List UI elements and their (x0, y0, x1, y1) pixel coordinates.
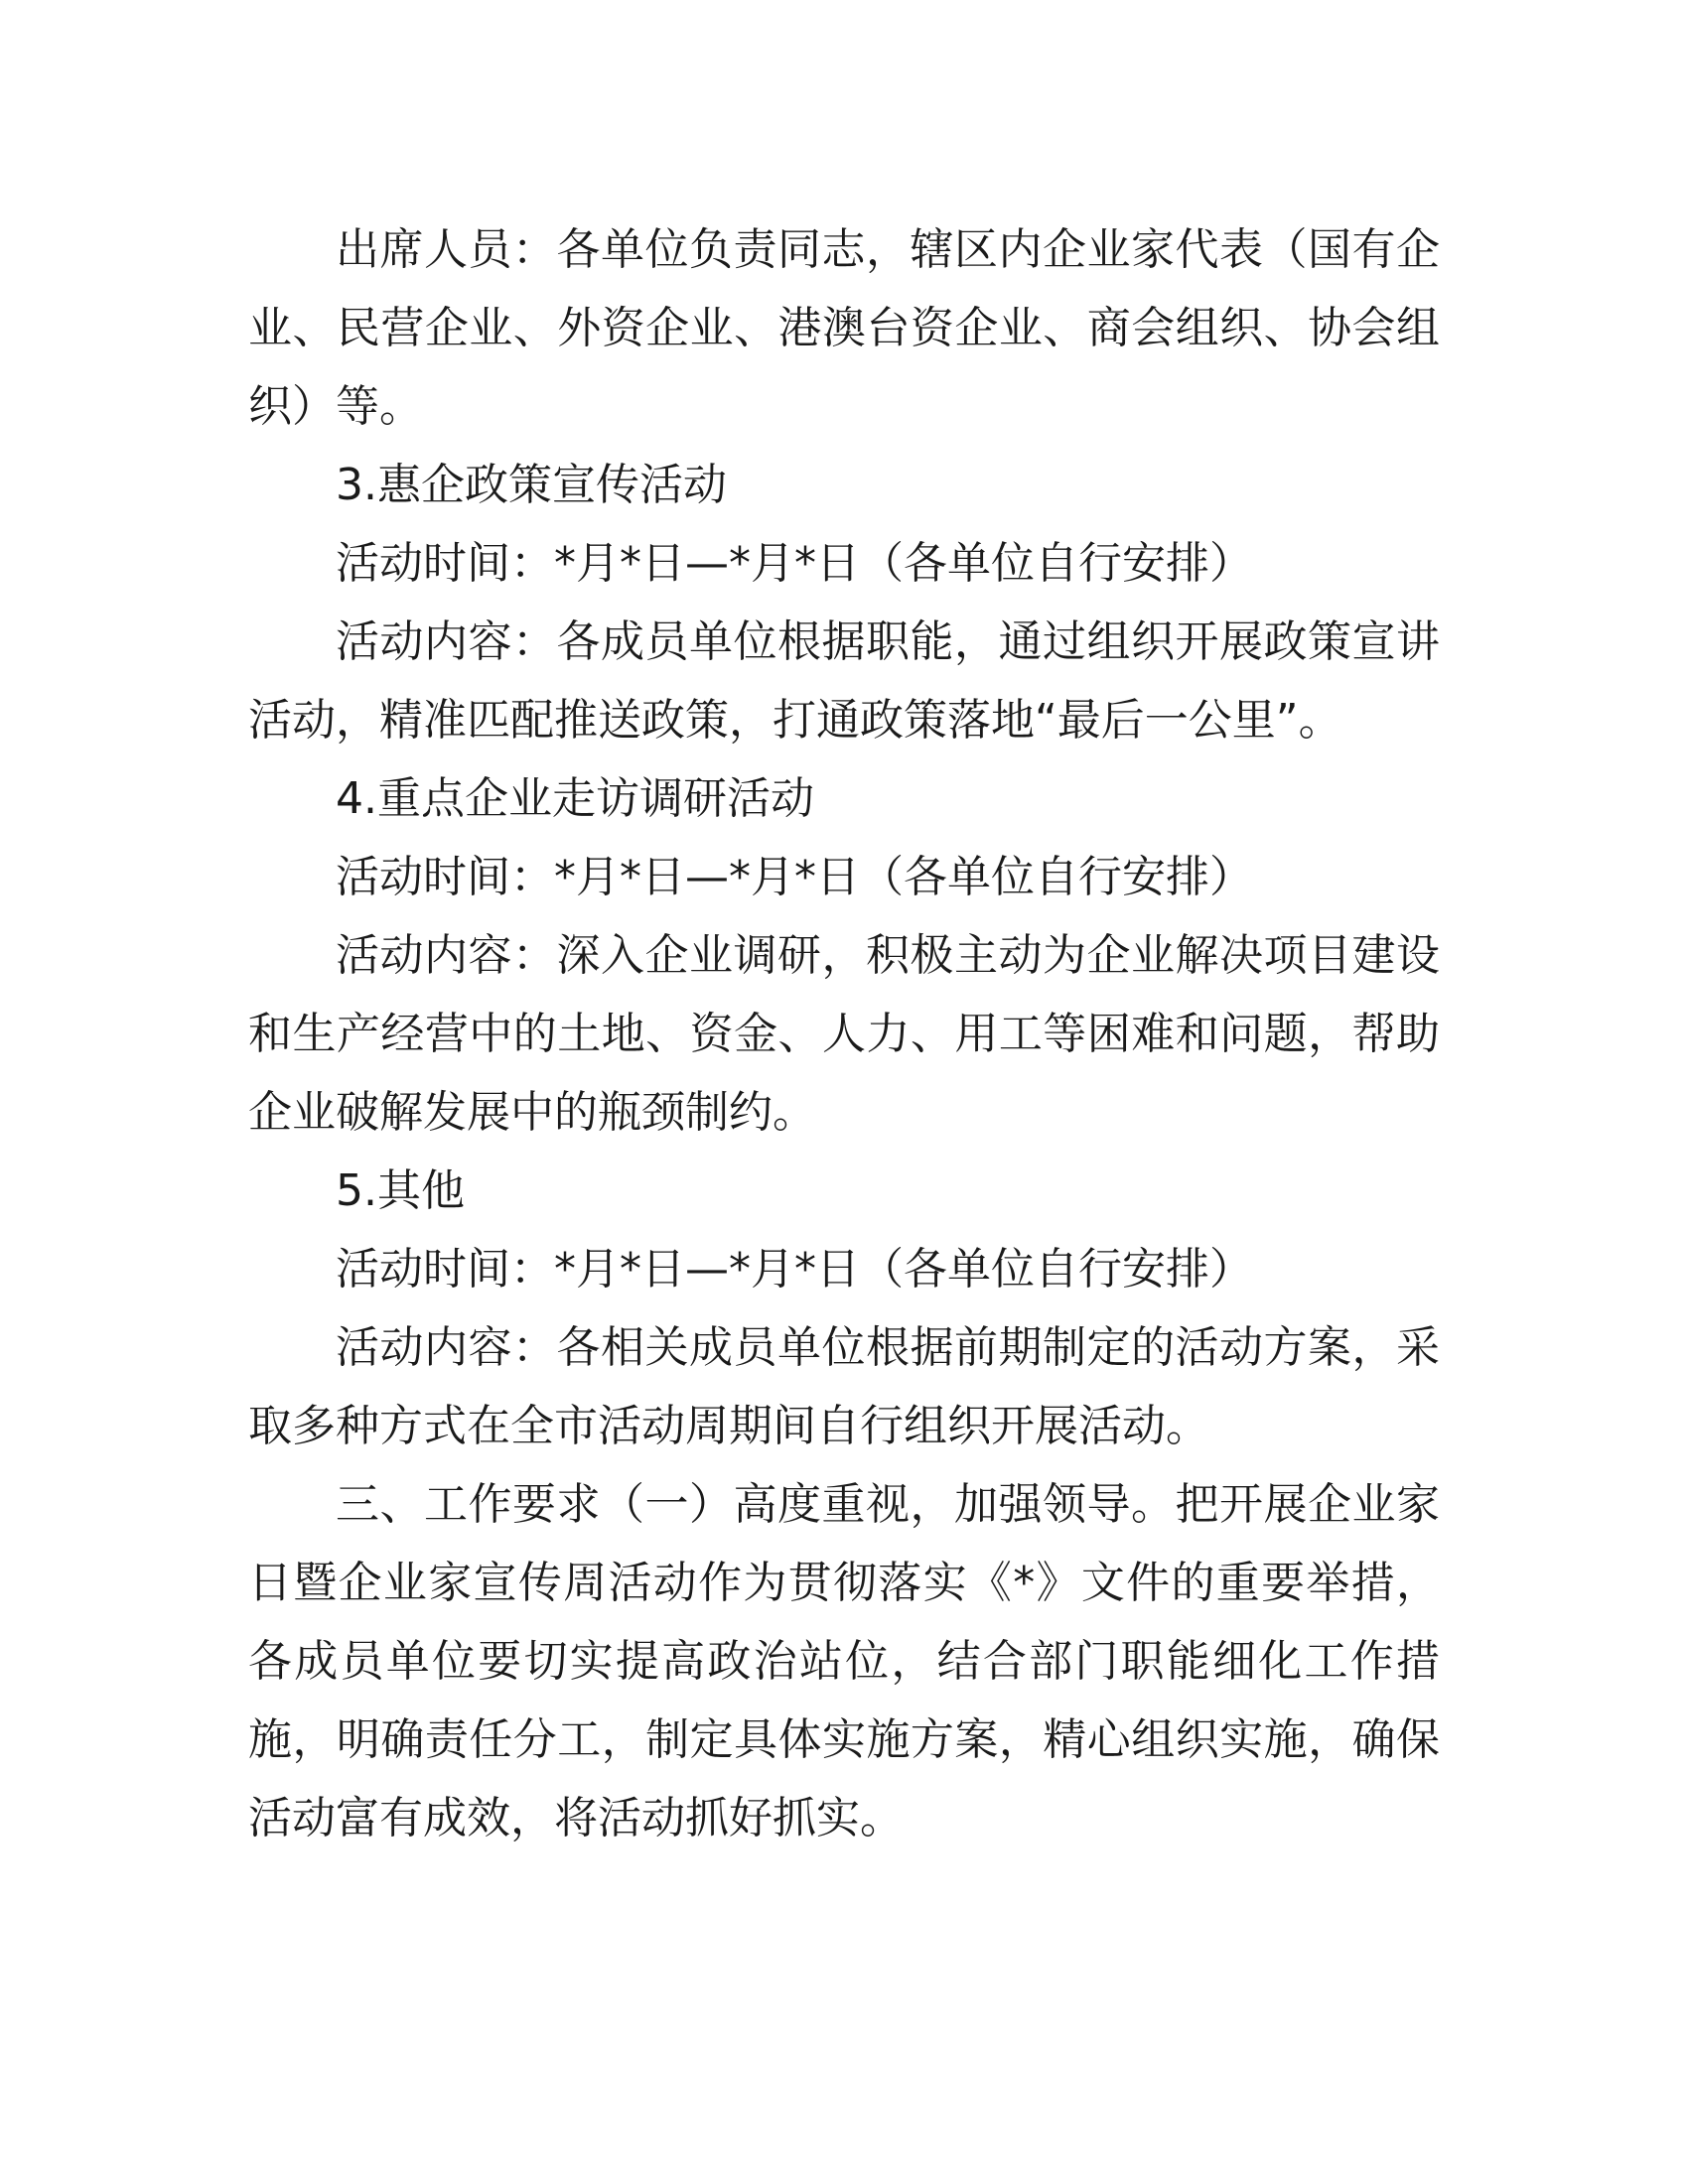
section-heading-other: 5.其他 (336, 1165, 465, 1216)
attendees-paragraph: 出席人员：各单位负责同志，辖区内企业家代表（国有企业、民营企业、外资企业、港澳台资企业、商会组织、协会组织）等。 (248, 224, 1440, 432)
activity-time-policy-promotion: 活动时间：*月*日—*月*日（各单位自行安排） (336, 538, 1253, 589)
activity-time-other: 活动时间：*月*日—*月*日（各单位自行安排） (336, 1244, 1253, 1295)
document-body (248, 210, 1440, 1857)
work-requirements-paragraph: 三、工作要求（一）高度重视，加强领导。把开展企业家日暨企业家宣传周活动作为贯彻落实《*》文件的重要举措，各成员单位要切实提高政治站位，结合部门职能细化工作措施，明确责任分工，制定具体实施方案，精心组织实施，确保活动富有成效，将活动抓好抓实。 (248, 1479, 1440, 1843)
section-heading-enterprise-visits: 4.重点企业走访调研活动 (336, 773, 814, 824)
section-heading-policy-promotion: 3.惠企政策宣传活动 (336, 460, 727, 510)
activity-content-policy-promotion: 活动内容：各成员单位根据职能，通过组织开展政策宣讲活动，精准匹配推送政策，打通政策落地“最后一公里”。 (248, 616, 1440, 746)
activity-content-other: 活动内容：各相关成员单位根据前期制定的活动方案，采取多种方式在全市活动周期间自行组织开展活动。 (248, 1322, 1440, 1451)
activity-time-enterprise-visits: 活动时间：*月*日—*月*日（各单位自行安排） (336, 852, 1253, 902)
activity-content-enterprise-visits: 活动内容：深入企业调研，积极主动为企业解决项目建设和生产经营中的土地、资金、人力、用工等困难和问题，帮助企业破解发展中的瓶颈制约。 (248, 930, 1440, 1138)
